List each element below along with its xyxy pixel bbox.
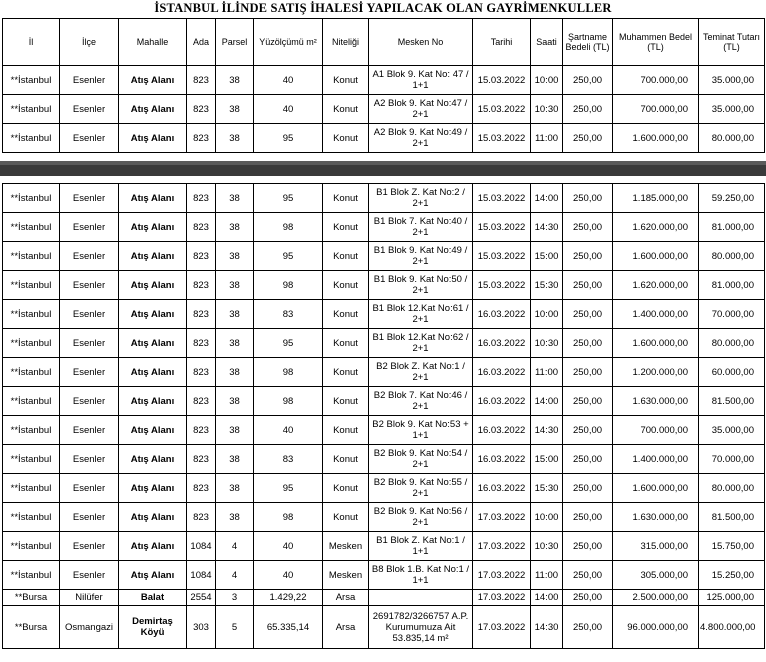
cell-mesken-no: B1 Blok 9. Kat No:49 / 2+1 bbox=[369, 242, 473, 271]
cell-teminat: 81.500,00 bbox=[699, 387, 765, 416]
cell-yuzolcumu: 1.429,22 bbox=[254, 590, 323, 606]
cell-tarihi: 15.03.2022 bbox=[473, 213, 531, 242]
table-row bbox=[3, 416, 765, 445]
cell-muhammen: 1.200.000,00 bbox=[613, 358, 699, 387]
cell-muhammen: 700.000,00 bbox=[613, 95, 699, 124]
cell-parsel: 38 bbox=[216, 329, 254, 358]
cell-muhammen: 1.600.000,00 bbox=[613, 474, 699, 503]
cell-ilce: Esenler bbox=[60, 271, 119, 300]
cell-il: **İstanbul bbox=[3, 184, 60, 213]
cell-saati: 15:00 bbox=[531, 445, 563, 474]
cell-mesken-no: B2 Blok 9. Kat No:53 + 1+1 bbox=[369, 416, 473, 445]
header-mesken-no: Mesken No bbox=[369, 19, 473, 66]
cell-niteligi: Konut bbox=[323, 358, 369, 387]
cell-niteligi: Konut bbox=[323, 387, 369, 416]
cell-mahalle: Atış Alanı bbox=[119, 271, 187, 300]
cell-yuzolcumu: 95 bbox=[254, 242, 323, 271]
cell-sartname: 250,00 bbox=[563, 561, 613, 590]
cell-ilce: Esenler bbox=[60, 184, 119, 213]
cell-saati: 11:00 bbox=[531, 561, 563, 590]
cell-teminat: 80.000,00 bbox=[699, 124, 765, 153]
header-ada: Ada bbox=[187, 19, 216, 66]
cell-muhammen: 700.000,00 bbox=[613, 416, 699, 445]
cell-niteligi: Konut bbox=[323, 445, 369, 474]
header-muhammen: Muhammen Bedel (TL) bbox=[613, 19, 699, 66]
cell-saati: 15:00 bbox=[531, 242, 563, 271]
cell-muhammen: 1.600.000,00 bbox=[613, 124, 699, 153]
header-yuzolcumu: Yüzölçümü m² bbox=[254, 19, 323, 66]
cell-niteligi: Konut bbox=[323, 474, 369, 503]
cell-ilce: Esenler bbox=[60, 242, 119, 271]
cell-yuzolcumu: 98 bbox=[254, 387, 323, 416]
cell-niteligi: Mesken bbox=[323, 561, 369, 590]
cell-niteligi: Arsa bbox=[323, 590, 369, 606]
cell-parsel: 38 bbox=[216, 300, 254, 329]
table-row bbox=[3, 561, 765, 590]
cell-niteligi: Arsa bbox=[323, 606, 369, 649]
cell-teminat: 80.000,00 bbox=[699, 329, 765, 358]
cell-ada: 823 bbox=[187, 95, 216, 124]
cell-il: **İstanbul bbox=[3, 445, 60, 474]
cell-yuzolcumu: 40 bbox=[254, 532, 323, 561]
cell-mahalle: Demirtaş Köyü bbox=[119, 606, 187, 649]
cell-sartname: 250,00 bbox=[563, 416, 613, 445]
cell-tarihi: 16.03.2022 bbox=[473, 416, 531, 445]
cell-sartname: 250,00 bbox=[563, 184, 613, 213]
cell-teminat: 35.000,00 bbox=[699, 95, 765, 124]
cell-il: **İstanbul bbox=[3, 300, 60, 329]
cell-ilce: Esenler bbox=[60, 213, 119, 242]
cell-mahalle: Atış Alanı bbox=[119, 474, 187, 503]
cell-parsel: 38 bbox=[216, 503, 254, 532]
cell-saati: 15:30 bbox=[531, 271, 563, 300]
cell-parsel: 38 bbox=[216, 271, 254, 300]
cell-niteligi: Konut bbox=[323, 271, 369, 300]
cell-muhammen: 1.400.000,00 bbox=[613, 300, 699, 329]
cell-mahalle: Atış Alanı bbox=[119, 503, 187, 532]
cell-mesken-no: A2 Blok 9. Kat No:47 / 2+1 bbox=[369, 95, 473, 124]
cell-ilce: Esenler bbox=[60, 124, 119, 153]
cell-tarihi: 15.03.2022 bbox=[473, 95, 531, 124]
cell-niteligi: Konut bbox=[323, 329, 369, 358]
cell-sartname: 250,00 bbox=[563, 66, 613, 95]
cell-tarihi: 16.03.2022 bbox=[473, 387, 531, 416]
cell-yuzolcumu: 40 bbox=[254, 95, 323, 124]
cell-sartname: 250,00 bbox=[563, 590, 613, 606]
cell-il: **İstanbul bbox=[3, 387, 60, 416]
cell-mesken-no: B2 Blok 9. Kat No:55 / 2+1 bbox=[369, 474, 473, 503]
cell-ada: 823 bbox=[187, 66, 216, 95]
cell-muhammen: 315.000,00 bbox=[613, 532, 699, 561]
cell-yuzolcumu: 40 bbox=[254, 416, 323, 445]
cell-ada: 823 bbox=[187, 213, 216, 242]
cell-mesken-no: B1 Blok 12.Kat No:61 / 2+1 bbox=[369, 300, 473, 329]
table-row bbox=[3, 474, 765, 503]
cell-muhammen: 2.500.000,00 bbox=[613, 590, 699, 606]
header-il: İl bbox=[3, 19, 60, 66]
table-row bbox=[3, 271, 765, 300]
cell-mesken-no: A2 Blok 9. Kat No:49 / 2+1 bbox=[369, 124, 473, 153]
cell-ilce: Esenler bbox=[60, 445, 119, 474]
cell-niteligi: Konut bbox=[323, 213, 369, 242]
cell-saati: 14:30 bbox=[531, 213, 563, 242]
table-row bbox=[3, 606, 765, 649]
cell-ilce: Esenler bbox=[60, 416, 119, 445]
cell-saati: 15:30 bbox=[531, 474, 563, 503]
cell-tarihi: 16.03.2022 bbox=[473, 474, 531, 503]
cell-il: **Bursa bbox=[3, 590, 60, 606]
table-body-bottom bbox=[3, 184, 765, 649]
cell-sartname: 250,00 bbox=[563, 329, 613, 358]
section-divider bbox=[0, 161, 766, 176]
page-title: İSTANBUL İLİNDE SATIŞ İHALESİ YAPILACAK OLAN GAYRİMENKULLER bbox=[154, 1, 612, 15]
cell-tarihi: 16.03.2022 bbox=[473, 358, 531, 387]
table-row bbox=[3, 300, 765, 329]
cell-parsel: 38 bbox=[216, 184, 254, 213]
cell-teminat: 15.250,00 bbox=[699, 561, 765, 590]
header-teminat: Teminat Tutarı (TL) bbox=[699, 19, 765, 66]
cell-niteligi: Konut bbox=[323, 242, 369, 271]
cell-ilce: Esenler bbox=[60, 329, 119, 358]
table-row bbox=[3, 242, 765, 271]
cell-teminat: 70.000,00 bbox=[699, 445, 765, 474]
cell-ada: 1084 bbox=[187, 532, 216, 561]
cell-mesken-no: B1 Blok 7. Kat No:40 / 2+1 bbox=[369, 213, 473, 242]
cell-il: **İstanbul bbox=[3, 358, 60, 387]
table-row bbox=[3, 503, 765, 532]
cell-yuzolcumu: 95 bbox=[254, 329, 323, 358]
cell-mahalle: Atış Alanı bbox=[119, 387, 187, 416]
cell-tarihi: 15.03.2022 bbox=[473, 184, 531, 213]
cell-il: **İstanbul bbox=[3, 561, 60, 590]
cell-mesken-no: 2691782/3266757 A.P. Kurumumuza Ait 53.835,14 m² bbox=[369, 606, 473, 649]
cell-ilce: Esenler bbox=[60, 66, 119, 95]
header-mahalle: Mahalle bbox=[119, 19, 187, 66]
cell-mesken-no: B1 Blok 9. Kat No:50 / 2+1 bbox=[369, 271, 473, 300]
cell-il: **İstanbul bbox=[3, 532, 60, 561]
cell-ada: 823 bbox=[187, 387, 216, 416]
header-row bbox=[3, 19, 765, 66]
cell-saati: 14:00 bbox=[531, 590, 563, 606]
cell-niteligi: Konut bbox=[323, 184, 369, 213]
cell-parsel: 38 bbox=[216, 66, 254, 95]
cell-ilce: Esenler bbox=[60, 532, 119, 561]
cell-il: **İstanbul bbox=[3, 416, 60, 445]
cell-muhammen: 1.400.000,00 bbox=[613, 445, 699, 474]
cell-il: **Bursa bbox=[3, 606, 60, 649]
cell-mesken-no: A1 Blok 9. Kat No: 47 / 1+1 bbox=[369, 66, 473, 95]
cell-saati: 14:30 bbox=[531, 606, 563, 649]
cell-tarihi: 17.03.2022 bbox=[473, 590, 531, 606]
cell-il: **İstanbul bbox=[3, 95, 60, 124]
cell-tarihi: 17.03.2022 bbox=[473, 503, 531, 532]
cell-muhammen: 1.620.000,00 bbox=[613, 271, 699, 300]
cell-il: **İstanbul bbox=[3, 329, 60, 358]
cell-niteligi: Konut bbox=[323, 416, 369, 445]
table-row bbox=[3, 124, 765, 153]
cell-mesken-no bbox=[369, 590, 473, 606]
cell-parsel: 5 bbox=[216, 606, 254, 649]
cell-teminat: 125.000,00 bbox=[699, 590, 765, 606]
cell-muhammen: 1.185.000,00 bbox=[613, 184, 699, 213]
cell-mahalle: Atış Alanı bbox=[119, 124, 187, 153]
cell-saati: 14:00 bbox=[531, 184, 563, 213]
table-row bbox=[3, 387, 765, 416]
cell-mahalle: Atış Alanı bbox=[119, 242, 187, 271]
cell-parsel: 38 bbox=[216, 416, 254, 445]
cell-tarihi: 15.03.2022 bbox=[473, 66, 531, 95]
cell-ada: 823 bbox=[187, 329, 216, 358]
header-sartname: Şartname Bedeli (TL) bbox=[563, 19, 613, 66]
cell-il: **İstanbul bbox=[3, 124, 60, 153]
cell-ilce: Esenler bbox=[60, 358, 119, 387]
cell-yuzolcumu: 40 bbox=[254, 561, 323, 590]
cell-muhammen: 1.630.000,00 bbox=[613, 503, 699, 532]
cell-yuzolcumu: 98 bbox=[254, 358, 323, 387]
cell-sartname: 250,00 bbox=[563, 124, 613, 153]
cell-yuzolcumu: 40 bbox=[254, 66, 323, 95]
cell-tarihi: 17.03.2022 bbox=[473, 532, 531, 561]
cell-il: **İstanbul bbox=[3, 213, 60, 242]
cell-yuzolcumu: 95 bbox=[254, 474, 323, 503]
cell-parsel: 38 bbox=[216, 387, 254, 416]
cell-ada: 823 bbox=[187, 242, 216, 271]
cell-tarihi: 17.03.2022 bbox=[473, 561, 531, 590]
cell-ada: 823 bbox=[187, 358, 216, 387]
cell-parsel: 38 bbox=[216, 474, 254, 503]
table-row bbox=[3, 95, 765, 124]
cell-niteligi: Mesken bbox=[323, 532, 369, 561]
cell-teminat: 81.500,00 bbox=[699, 503, 765, 532]
cell-parsel: 38 bbox=[216, 358, 254, 387]
cell-ada: 823 bbox=[187, 271, 216, 300]
cell-sartname: 250,00 bbox=[563, 606, 613, 649]
cell-mahalle: Balat bbox=[119, 590, 187, 606]
cell-sartname: 250,00 bbox=[563, 213, 613, 242]
cell-ilce: Esenler bbox=[60, 503, 119, 532]
cell-muhammen: 700.000,00 bbox=[613, 66, 699, 95]
property-table-top bbox=[2, 18, 765, 153]
cell-saati: 10:30 bbox=[531, 95, 563, 124]
cell-ada: 823 bbox=[187, 503, 216, 532]
cell-parsel: 38 bbox=[216, 242, 254, 271]
cell-ilce: Esenler bbox=[60, 387, 119, 416]
cell-sartname: 250,00 bbox=[563, 503, 613, 532]
cell-sartname: 250,00 bbox=[563, 474, 613, 503]
cell-teminat: 15.750,00 bbox=[699, 532, 765, 561]
cell-sartname: 250,00 bbox=[563, 95, 613, 124]
cell-sartname: 250,00 bbox=[563, 300, 613, 329]
cell-tarihi: 15.03.2022 bbox=[473, 242, 531, 271]
cell-saati: 10:30 bbox=[531, 532, 563, 561]
table-body-top bbox=[3, 66, 765, 153]
cell-niteligi: Konut bbox=[323, 503, 369, 532]
cell-mahalle: Atış Alanı bbox=[119, 561, 187, 590]
cell-parsel: 38 bbox=[216, 213, 254, 242]
cell-muhammen: 96.000.000,00 bbox=[613, 606, 699, 649]
cell-ilce: Esenler bbox=[60, 474, 119, 503]
cell-saati: 14:30 bbox=[531, 416, 563, 445]
cell-ilce: Esenler bbox=[60, 561, 119, 590]
cell-parsel: 4 bbox=[216, 532, 254, 561]
cell-tarihi: 15.03.2022 bbox=[473, 124, 531, 153]
table-row bbox=[3, 213, 765, 242]
cell-saati: 10:00 bbox=[531, 300, 563, 329]
cell-mahalle: Atış Alanı bbox=[119, 532, 187, 561]
header-ilce: İlçe bbox=[60, 19, 119, 66]
cell-il: **İstanbul bbox=[3, 474, 60, 503]
cell-saati: 11:00 bbox=[531, 124, 563, 153]
cell-parsel: 3 bbox=[216, 590, 254, 606]
cell-sartname: 250,00 bbox=[563, 445, 613, 474]
cell-niteligi: Konut bbox=[323, 66, 369, 95]
cell-teminat: 60.000,00 bbox=[699, 358, 765, 387]
cell-teminat: 4.800.000,00 bbox=[699, 606, 765, 649]
table-row bbox=[3, 184, 765, 213]
cell-tarihi: 15.03.2022 bbox=[473, 271, 531, 300]
cell-muhammen: 1.630.000,00 bbox=[613, 387, 699, 416]
cell-saati: 10:00 bbox=[531, 66, 563, 95]
table-row bbox=[3, 532, 765, 561]
cell-mahalle: Atış Alanı bbox=[119, 416, 187, 445]
table-row bbox=[3, 358, 765, 387]
cell-mahalle: Atış Alanı bbox=[119, 300, 187, 329]
cell-mesken-no: B1 Blok 12.Kat No:62 / 2+1 bbox=[369, 329, 473, 358]
header-parsel: Parsel bbox=[216, 19, 254, 66]
cell-teminat: 59.250,00 bbox=[699, 184, 765, 213]
cell-mahalle: Atış Alanı bbox=[119, 95, 187, 124]
cell-mahalle: Atış Alanı bbox=[119, 445, 187, 474]
cell-mesken-no: B8 Blok 1.B. Kat No:1 / 1+1 bbox=[369, 561, 473, 590]
cell-teminat: 35.000,00 bbox=[699, 416, 765, 445]
cell-tarihi: 17.03.2022 bbox=[473, 606, 531, 649]
cell-mahalle: Atış Alanı bbox=[119, 329, 187, 358]
cell-il: **İstanbul bbox=[3, 503, 60, 532]
cell-saati: 10:30 bbox=[531, 329, 563, 358]
cell-muhammen: 1.600.000,00 bbox=[613, 242, 699, 271]
cell-niteligi: Konut bbox=[323, 124, 369, 153]
cell-il: **İstanbul bbox=[3, 242, 60, 271]
cell-mesken-no: B1 Blok Z. Kat No:2 / 2+1 bbox=[369, 184, 473, 213]
cell-niteligi: Konut bbox=[323, 95, 369, 124]
cell-mesken-no: B2 Blok 9. Kat No:54 / 2+1 bbox=[369, 445, 473, 474]
cell-parsel: 38 bbox=[216, 95, 254, 124]
cell-yuzolcumu: 83 bbox=[254, 300, 323, 329]
table-row bbox=[3, 66, 765, 95]
cell-il: **İstanbul bbox=[3, 271, 60, 300]
cell-sartname: 250,00 bbox=[563, 358, 613, 387]
property-table-bottom bbox=[2, 183, 765, 649]
cell-mahalle: Atış Alanı bbox=[119, 184, 187, 213]
cell-sartname: 250,00 bbox=[563, 532, 613, 561]
cell-saati: 11:00 bbox=[531, 358, 563, 387]
cell-sartname: 250,00 bbox=[563, 242, 613, 271]
table-row bbox=[3, 590, 765, 606]
cell-yuzolcumu: 98 bbox=[254, 213, 323, 242]
cell-sartname: 250,00 bbox=[563, 271, 613, 300]
cell-tarihi: 16.03.2022 bbox=[473, 329, 531, 358]
table-row bbox=[3, 445, 765, 474]
cell-yuzolcumu: 95 bbox=[254, 124, 323, 153]
cell-ada: 823 bbox=[187, 184, 216, 213]
cell-parsel: 38 bbox=[216, 445, 254, 474]
cell-niteligi: Konut bbox=[323, 300, 369, 329]
cell-ada: 823 bbox=[187, 124, 216, 153]
cell-teminat: 35.000,00 bbox=[699, 66, 765, 95]
cell-ada: 303 bbox=[187, 606, 216, 649]
cell-teminat: 81.000,00 bbox=[699, 271, 765, 300]
cell-teminat: 80.000,00 bbox=[699, 242, 765, 271]
cell-ilce: Esenler bbox=[60, 95, 119, 124]
cell-saati: 10:00 bbox=[531, 503, 563, 532]
cell-ada: 823 bbox=[187, 300, 216, 329]
cell-muhammen: 1.620.000,00 bbox=[613, 213, 699, 242]
cell-parsel: 4 bbox=[216, 561, 254, 590]
cell-teminat: 81.000,00 bbox=[699, 213, 765, 242]
cell-yuzolcumu: 98 bbox=[254, 503, 323, 532]
cell-yuzolcumu: 65.335,14 bbox=[254, 606, 323, 649]
cell-saati: 14:00 bbox=[531, 387, 563, 416]
cell-il: **İstanbul bbox=[3, 66, 60, 95]
cell-mahalle: Atış Alanı bbox=[119, 358, 187, 387]
cell-teminat: 70.000,00 bbox=[699, 300, 765, 329]
cell-ilce: Osmangazi bbox=[60, 606, 119, 649]
cell-mesken-no: B2 Blok 7. Kat No:46 / 2+1 bbox=[369, 387, 473, 416]
cell-mesken-no: B2 Blok Z. Kat No:1 / 2+1 bbox=[369, 358, 473, 387]
cell-sartname: 250,00 bbox=[563, 387, 613, 416]
cell-ilce: Esenler bbox=[60, 300, 119, 329]
cell-ada: 823 bbox=[187, 416, 216, 445]
header-saati: Saati bbox=[531, 19, 563, 66]
header-tarihi: Tarihi bbox=[473, 19, 531, 66]
cell-ada: 823 bbox=[187, 445, 216, 474]
cell-teminat: 80.000,00 bbox=[699, 474, 765, 503]
cell-yuzolcumu: 95 bbox=[254, 184, 323, 213]
cell-mahalle: Atış Alanı bbox=[119, 213, 187, 242]
cell-ada: 823 bbox=[187, 474, 216, 503]
cell-mesken-no: B1 Blok Z. Kat No:1 / 1+1 bbox=[369, 532, 473, 561]
cell-mesken-no: B2 Blok 9. Kat No:56 / 2+1 bbox=[369, 503, 473, 532]
cell-muhammen: 1.600.000,00 bbox=[613, 329, 699, 358]
table-row bbox=[3, 329, 765, 358]
cell-parsel: 38 bbox=[216, 124, 254, 153]
cell-ada: 1084 bbox=[187, 561, 216, 590]
header-niteligi: Niteliği bbox=[323, 19, 369, 66]
cell-muhammen: 305.000,00 bbox=[613, 561, 699, 590]
cell-yuzolcumu: 83 bbox=[254, 445, 323, 474]
cell-ada: 2554 bbox=[187, 590, 216, 606]
cell-tarihi: 16.03.2022 bbox=[473, 445, 531, 474]
cell-ilce: Nilüfer bbox=[60, 590, 119, 606]
cell-yuzolcumu: 98 bbox=[254, 271, 323, 300]
cell-tarihi: 16.03.2022 bbox=[473, 300, 531, 329]
cell-mahalle: Atış Alanı bbox=[119, 66, 187, 95]
